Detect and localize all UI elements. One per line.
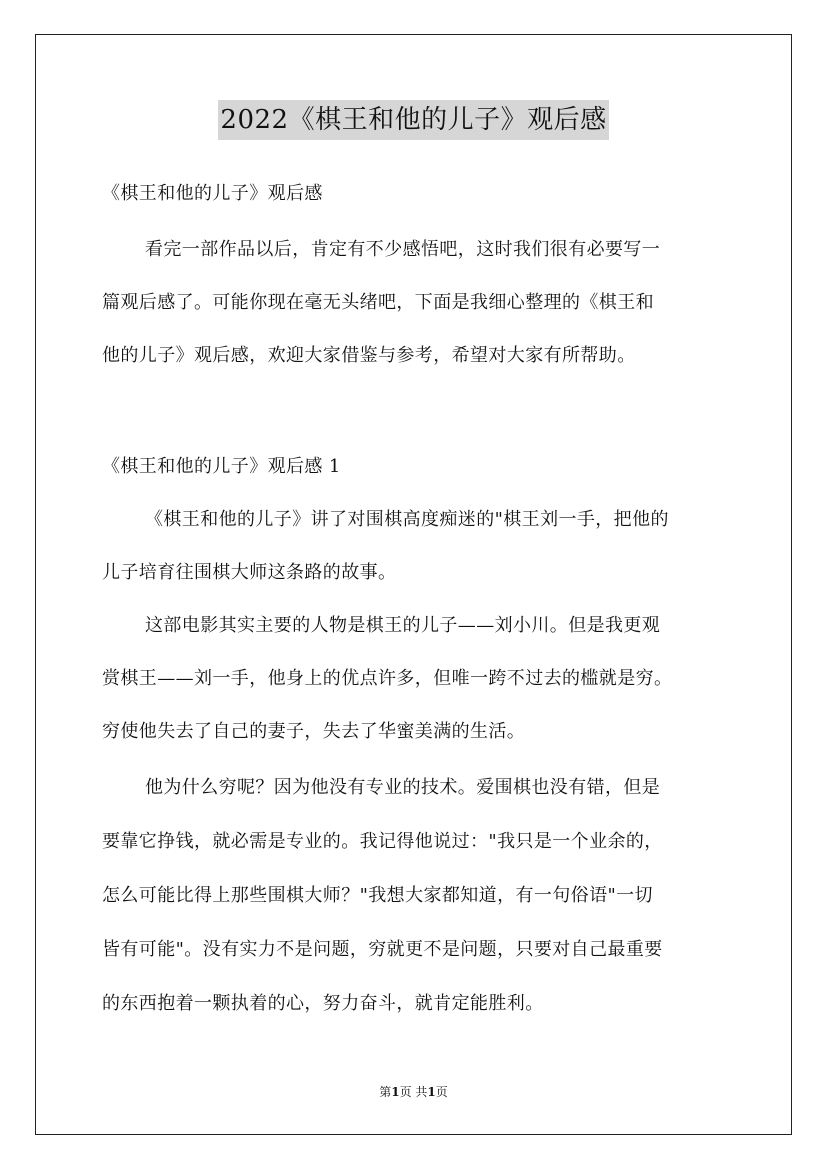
intro-line-3: 他的儿子》观后感，欢迎大家借鉴与参考，希望对大家有所帮助。	[102, 345, 636, 366]
body-line-5: 穷使他失去了自己的妻子，失去了华蜜美满的生活。	[102, 721, 526, 742]
intro-line-1: 看完一部作品以后，肯定有不少感悟吧，这时我们很有必要写一	[145, 239, 661, 260]
page-footer	[0, 1083, 827, 1100]
body-line-7: 要靠它挣钱，就必需是专业的。我记得他说过："我只是一个业余的，	[102, 831, 663, 852]
body-line-8: 怎么可能比得上那些围棋大师？"我想大家都知道，有一句俗语"一切	[102, 885, 653, 906]
footer-page-number: 1	[391, 1085, 400, 1099]
body-line-10: 的东西抱着一颗执着的心，努力奋斗，就肯定能胜利。	[102, 993, 544, 1014]
body-line-3: 这部电影其实主要的人物是棋王的儿子——刘小川。但是我更观	[145, 615, 661, 636]
section-heading: 《棋王和他的儿子》观后感 1	[102, 456, 341, 477]
footer-prefix: 第	[379, 1085, 392, 1099]
footer-total-number: 1	[427, 1085, 436, 1099]
body-line-1: 《棋王和他的儿子》讲了对围棋高度痴迷的"棋王刘一手，把他的	[145, 509, 669, 530]
footer-suffix: 页	[435, 1085, 448, 1099]
document-title: 2022《棋王和他的儿子》观后感	[218, 100, 608, 140]
title-wrap	[0, 100, 827, 140]
body-line-2: 儿子培育往围棋大师这条路的故事。	[102, 562, 397, 583]
body-line-6: 他为什么穷呢？因为他没有专业的技术。爱围棋也没有错，但是	[145, 777, 661, 798]
footer-mid: 页 共	[399, 1085, 428, 1099]
body-line-4: 赏棋王——刘一手，他身上的优点许多，但唯一跨不过去的槛就是穷。	[102, 668, 673, 689]
subtitle: 《棋王和他的儿子》观后感	[102, 183, 323, 204]
body-line-9: 皆有可能"。没有实力不是问题，穷就更不是问题，只要对自己最重要	[102, 939, 663, 960]
intro-line-2: 篇观后感了。可能你现在毫无头绪吧，下面是我细心整理的《棋王和	[102, 292, 654, 313]
